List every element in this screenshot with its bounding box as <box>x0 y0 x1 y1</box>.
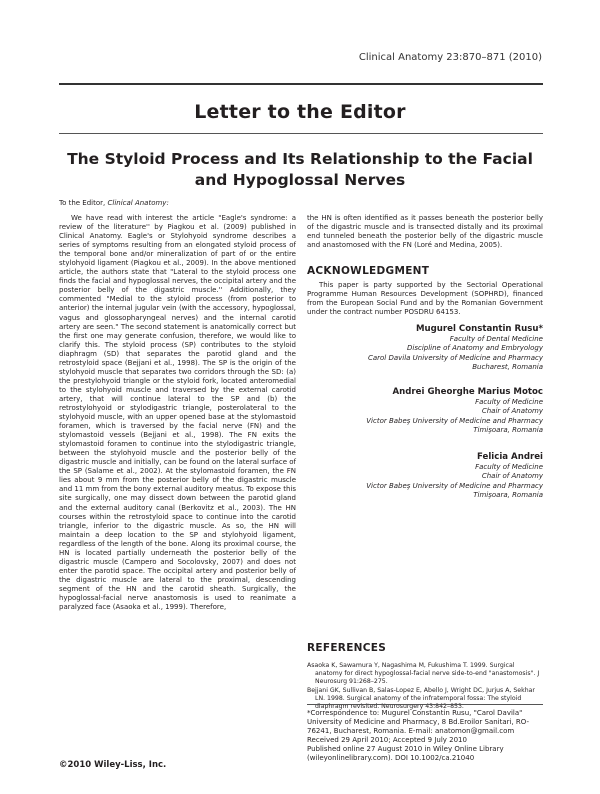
article-title-line-2: and Hypoglossal Nerves <box>194 171 406 189</box>
author-affiliation-line: Carol Davila University of Medicine and Pharmacy <box>367 353 543 362</box>
body-left-column <box>59 214 296 612</box>
references-heading: REFERENCES <box>307 642 387 654</box>
correspondence-rule <box>307 704 543 705</box>
author-block-2 <box>366 386 543 435</box>
author-block-1 <box>368 323 543 372</box>
author-affiliation-line: Victor Babeş University of Medicine and Pharmacy <box>366 481 543 490</box>
salutation-journal: Clinical Anatomy: <box>107 199 169 207</box>
correspondence-text: *Correspondence to: Mugurel Constantin Rusu, "Carol Davila" University of Medicine and Pharmacy, 8 Bd.Eroilor Sanitari, RO-76241, Bucharest, Romania. E-mail: anatomon@gmail.com <box>307 709 530 736</box>
author-affiliation-line: Victor Babeş University of Medicine and Pharmacy <box>366 416 543 425</box>
salutation-text: To the Editor, <box>59 199 106 207</box>
reference-item: Asaoka K, Sawamura Y, Nagashima M, Fukushima T. 1999. Surgical anatomy for direct hypoglossal-facial nerve side-to-end "anastomosis". J Neurosurg 91:268–275. <box>307 662 540 686</box>
author-affiliation-line: Faculty of Dental Medicine <box>449 335 543 343</box>
author-affiliation-line: Chair of Anatomy <box>481 407 543 416</box>
article-title-line-1: The Styloid Process and Its Relationship to the Facial <box>67 150 533 168</box>
received-dates: Received 29 April 2010; Accepted 9 July 2010 <box>307 736 467 745</box>
author-affiliation-line: Faculty of Medicine <box>475 463 543 471</box>
reference-item: Bejjani GK, Sullivan B, Salas-Lopez E, Abello J, Wright DC, Jurjus A, Sekhar LN. 1998. Surgical anatomy of the infratemporal fossa: The styloid diaphragm revisited. Neurosurgery 43:842–853. <box>307 687 535 711</box>
author-name: Felicia Andrei <box>476 452 543 462</box>
header-rule <box>59 83 543 85</box>
author-affiliation-line: Discipline of Anatomy and Embryology <box>407 344 543 353</box>
author-name: Mugurel Constantin Rusu* <box>415 324 543 334</box>
title-rule <box>59 133 543 134</box>
journal-citation: Clinical Anatomy 23:870–871 (2010) <box>358 52 542 63</box>
acknowledgment-heading: ACKNOWLEDGMENT <box>307 265 430 277</box>
salutation <box>59 199 169 207</box>
author-block-3 <box>366 451 543 500</box>
article-title <box>60 149 540 191</box>
acknowledgment-text <box>307 281 543 317</box>
correspondence-block <box>307 709 543 763</box>
author-affiliation-line: Faculty of Medicine <box>475 398 543 406</box>
body-right-column <box>307 214 543 250</box>
section-title: Letter to the Editor <box>194 101 406 123</box>
author-affiliation-line: Bucharest, Romania <box>472 362 543 371</box>
published-info: Published online 27 August 2010 in Wiley Online Library (wileyonlinelibrary.com). DOI 10.1002/ca.21040 <box>307 745 504 763</box>
copyright-notice: ©2010 Wiley-Liss, Inc. <box>59 760 167 770</box>
author-affiliation-line: Timişoara, Romania <box>473 490 543 499</box>
body-paragraph: We have read with interest the article "Eagle's syndrome: a review of the literature'' by Piagkou et al. (2009) published in Clinical Anatomy. Eagle's or Stylohyoid syndrome describes a series of symptoms resulting from an elongated styloid process of the temporal bone and/or mineralization of part of or the entire stylohyoid ligament (Piagkou et al., 2009). In the above mentioned article, the authors state that "Lateral to the styloid process one finds the facial and hypoglossal nerves, the occipital artery and the posterior belly of the digastric muscle.'' Additionally, they commented "Medial to the styloid process (from posterior to anterior) the internal jugular vein (with the accessory, hypoglossal, vagus and glossopharyngeal nerves) and the internal carotid artery are seen." The second statement is anatomically correct but the first one may generate confusion, therefore, we would like to clarify this. The styloid process (SP) contributes to the styloid diaphragm (SD) that separates the parotid gland and the retrostyloid space (Bejjani et al., 1998). The SP is the origin of the stylohyoid muscle that separates two corridors through the SD: (a) the prestylohyoid triangle or the styloid fork, located anteromedial to the stylohyoid muscle and traversed by the external carotid artery, that will continue lateral to the SP and (b) the retrostylohyoid or stylodigastric triangle, posterolateral to the stylohyoid muscle, with an upper opened base at the stylomastoid foramen, which is traversed by the facial nerve (FN) and the stylomastoid vessels (Bejjani et al., 1998). The FN exits the stylomastoid foramen to continue into the stylodigastric triangle, between the stylohyoid muscle and the posterior belly of the digastric muscle and initially, can be found on the lateral surface of the SP (Salame et al., 2002). At the stylomastoid foramen, the FN lies about 9 mm from the posterior belly of the digastric muscle and 11 mm from the bony external auditory meatus. To expose this site surgically, one may dissect down between the parotid gland and the external auditory canal (Berkovitz et al., 2003). The HN courses within the retrostyloid space to continue into the carotid triangle, inferior to the digastric muscle. As so, the HN will maintain a deep location to the SP and stylohyoid ligament, regardless of the length of the bone. Along its proximal course, the HN is located partially underneath the posterior belly of the digastric muscle (Campero and Socolovsky, 2007) and does not enter the parotid space. The occipital artery and posterior belly of the digastric muscle are lateral to the proximal, descending segment of the HN and the carotid sheath. Surgically, the hypoglossal-facial nerve anastomosis is used to reanimate a paralyzed face (Asaoka et al., 1999). Therefore, <box>59 214 297 612</box>
author-affiliation-line: Timişoara, Romania <box>473 425 543 434</box>
acknowledgment-paragraph: This paper is party supported by the Sectorial Operational Programme Human Resources Development (SOPHRD), financed from the European Social Fund and by the Romanian Government under the contract number POSDRU 64153. <box>307 281 543 317</box>
author-name: Andrei Gheorghe Marius Motoc <box>392 387 543 397</box>
body-paragraph-continued: the HN is often identified as it passes beneath the posterior belly of the digastric muscle and is transected distally and its proximal end tunneled beneath the posterior belly of the digastric muscle and anastomosed with the FN (Loré and Medina, 2005). <box>307 214 543 250</box>
author-affiliation-line: Chair of Anatomy <box>481 472 543 481</box>
